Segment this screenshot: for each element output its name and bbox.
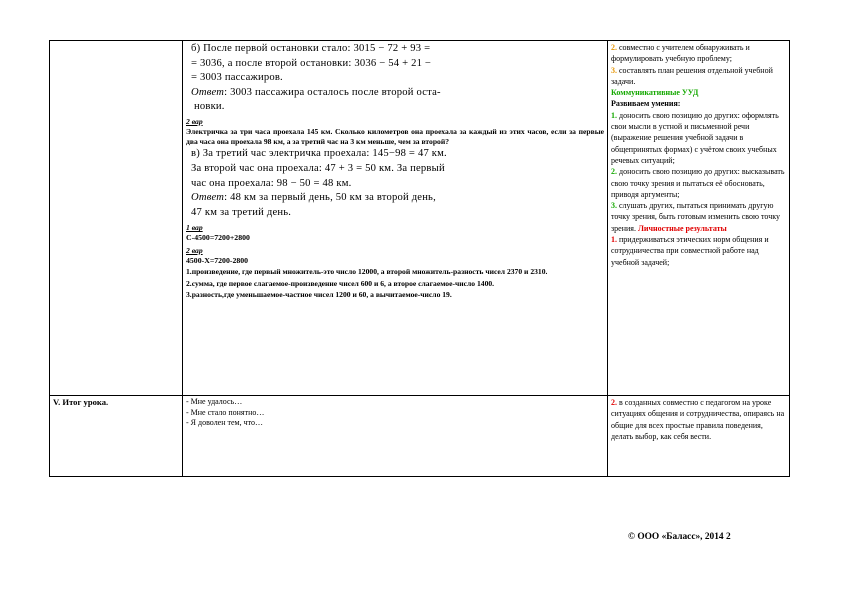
solution-v-line1: в) За третий час электричка проехала: 145−98 = 47 км. bbox=[191, 148, 447, 160]
task-item-1: 1.произведение, где первый множитель-это число 12000, а второй множитель-разность чисел 2370 и 2310. bbox=[186, 267, 548, 277]
regulative-item-2: 2. совместно с учителем обнаруживать и формулировать учебную проблему; bbox=[611, 43, 750, 64]
reflection-line-1: - Мне удалось… bbox=[186, 397, 243, 406]
communicative-heading: Коммуникативные УУД bbox=[611, 88, 699, 98]
variant-label: 2 вар bbox=[186, 116, 203, 126]
communicative-item-2: 2. доносить свою позицию до других: высказывать свою точку зрения и пытаться её обосновать, приводя аргументы; bbox=[611, 167, 785, 199]
solution-b-line1: б) После первой остановки стало: 3015 − 72 + 93 = bbox=[191, 43, 431, 54]
solution-v-line3: час она проехала: 98 − 50 = 48 км. bbox=[191, 177, 352, 189]
solution-b-answer-line2: новки. bbox=[194, 101, 225, 113]
answer-label: Ответ bbox=[191, 192, 225, 204]
regulative-item-3: 3. составлять план решения отдельной учебной задачи. bbox=[611, 65, 773, 86]
solution-v-answer-line2: 47 км за третий день. bbox=[191, 206, 292, 218]
equation-1: С-4500=7200+2800 bbox=[186, 233, 250, 243]
solution-b-line2: = 3036, а после второй остановки: 3036 − 54 + 21 − bbox=[191, 57, 432, 69]
answer-label: Ответ bbox=[191, 86, 225, 98]
task-item-2: 2.сумма, где первое слагаемое-произведение чисел 600 и 6, а второе слагаемое-число 1400. bbox=[186, 278, 495, 288]
solution-v-answer: Ответ: 48 км за первый день, 50 км за второй день, bbox=[191, 192, 436, 204]
reflection-line-2: - Мне стало понятно… bbox=[186, 407, 265, 417]
table-row bbox=[50, 41, 790, 396]
table-row bbox=[50, 396, 790, 477]
personal-item-1: 1. придерживаться этических норм общения и сотрудничества при совместной работе над учебной задачей; bbox=[611, 235, 769, 267]
personal-item-2: 2. в созданных совместно с педагогом на уроке ситуациях общения и сотрудничества, опираясь на общие для всех простые правила поведения, делать выбор, как себя вести. bbox=[611, 398, 785, 441]
stage-cell bbox=[50, 396, 183, 477]
variant-label: 1 вар bbox=[186, 223, 203, 233]
task-item-3: 3.разность,где уменьшаемое-частное чисел 1200 и 60, а вычитаемое-число 19. bbox=[186, 289, 452, 299]
uud-cell bbox=[608, 41, 790, 396]
solution-v-line2: За второй час она проехала: 47 + 3 = 50 км. За первый bbox=[191, 162, 445, 174]
communicative-item-3: 3. слушать других, пытаться принимать другую точку зрения, быть готовым изменить свою точку зрения. Личностные результаты bbox=[611, 201, 780, 233]
reflection-line-3: - Я доволен тем, что… bbox=[186, 418, 264, 428]
solution-b-answer: Ответ: 3003 пассажира осталось после второй оста- bbox=[191, 86, 441, 98]
uud-cell bbox=[608, 396, 790, 477]
communicative-item-1: 1. доносить свою позицию до других: оформлять свои мысли в устной и письменной речи (выражение решения учебной задачи в общепринятых формах) с учётом своих учебных речевых ситуаций; bbox=[611, 110, 779, 165]
stage-title: V. Итог урока. bbox=[53, 397, 109, 407]
problem-text: Электричка за три часа проехала 145 км. Сколько километров она проехала за каждый из этих часов, если за первые два часа она проехала 98 км, а за третий час на 3 км меньше, чем за второй? bbox=[186, 126, 604, 147]
stage-cell-empty bbox=[50, 41, 183, 396]
develop-skills-label: Развиваем умения: bbox=[611, 99, 681, 109]
lesson-table bbox=[49, 40, 790, 477]
personal-heading: Личностные результаты bbox=[637, 223, 727, 233]
equation-2: 4500-Х=7200-2800 bbox=[186, 255, 249, 265]
reflection-cell bbox=[183, 396, 608, 477]
content-cell bbox=[183, 41, 608, 396]
copyright-footer: © ООО «Баласс», 2014 2 bbox=[628, 532, 731, 542]
solution-b-line3: = 3003 пассажиров. bbox=[191, 72, 283, 84]
variant-label: 2 вар bbox=[186, 245, 203, 255]
